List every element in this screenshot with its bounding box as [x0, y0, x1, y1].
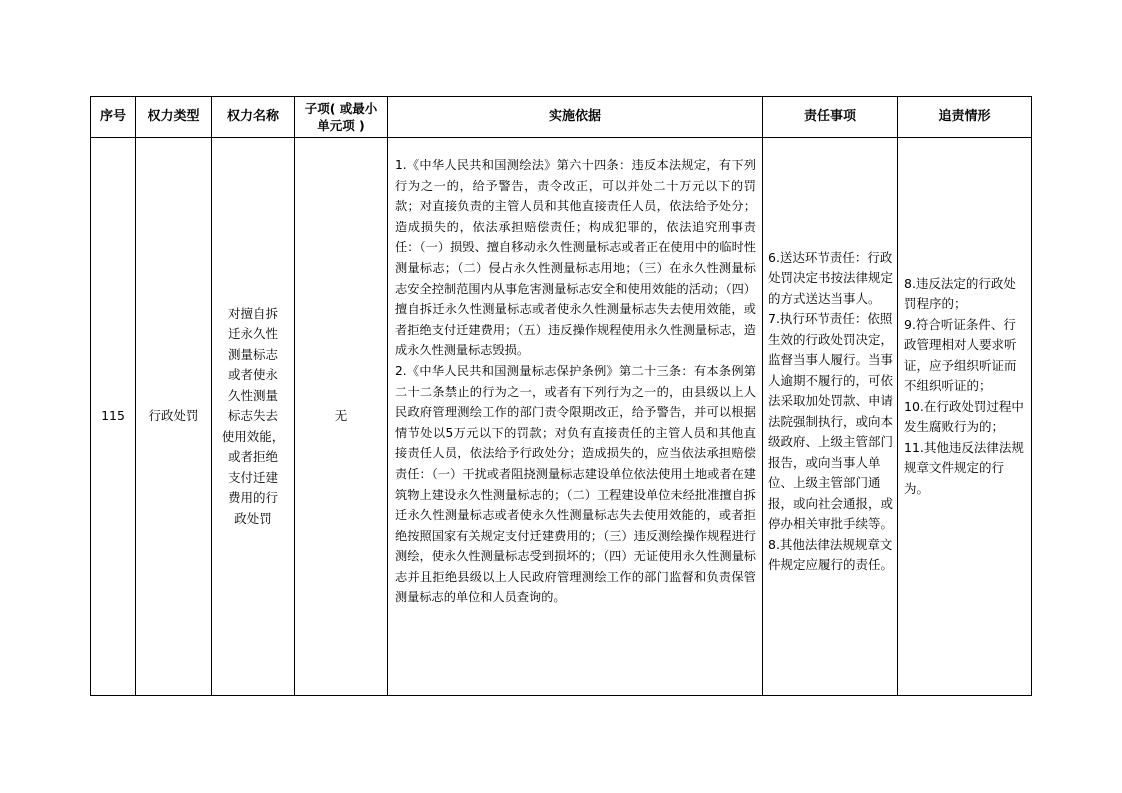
power-list-table — [90, 96, 1032, 696]
cell-power-name — [212, 138, 295, 696]
header-sub-item — [295, 97, 388, 138]
header-seq: 序号 — [91, 97, 136, 138]
header-row — [91, 97, 1032, 138]
header-sub-item-label: 子项( 或最小 单元项 ) — [304, 101, 378, 133]
table-row — [91, 138, 1032, 696]
cell-seq: 115 — [91, 138, 136, 696]
responsibilities-text: 6.送达环节责任：行政处罚决定书按法律规定的方式送达当事人。 7.执行环节责任：依照生效的行政处罚决定，监督当事人履行。当事人逾期不履行的，可依法采取加处罚款、申请法院强制执行，或向本级政府、上级主管部门报告，或向当事人单位、上级主管部门通报，或向社会通报，或停办相关审批手续等。 8.其他法律法规规章文件规定应履行的责任。 — [768, 249, 894, 572]
basis-paragraph-1: 1.《中华人民共和国测绘法》第六十四条：违反本法规定，有下列行为之一的，给予警告，责令改正，可以并处二十万元以下的罚款；对直接负责的主管人员和其他直接责任人员，依法给予处分；造成损失的，依法承担赔偿责任；构成犯罪的，依法追究刑事责任：（一）损毁、擅自移动永久性测量标志或者正在使用中的临时性测量标志；（二）侵占永久性测量标志用地；（三）在永久性测量标志安全控制范围内从事危害测量标志安全和使用效能的活动；（四）擅自拆迁永久性测量标志或者使永久性测量标志失去使用效能，或者拒绝支付迁建费用；（五）违反操作规程使用永久性测量标志，造成永久性测量标志毁损。 — [395, 158, 756, 358]
cell-power-type: 行政处罚 — [136, 138, 212, 696]
power-name-text: 对擅自拆 迁永久性 测量标志 或者使永 久性测量 标志失去 使用效能， 或者拒绝 支付迁建 费用的行 政处罚 — [221, 305, 285, 526]
cell-sub-item: 无 — [295, 138, 388, 696]
header-basis: 实施依据 — [388, 97, 763, 138]
header-accountability: 追责情形 — [898, 97, 1032, 138]
cell-responsibilities — [763, 138, 898, 696]
header-power-name: 权力名称 — [212, 97, 295, 138]
basis-paragraph-2: 2.《中华人民共和国测量标志保护条例》第二十三条：有本条例第二十二条禁止的行为之一，或者有下列行为之一的，由县级以上人民政府管理测绘工作的部门责令限期改正，给予警告，并可以根据情节处以5万元以下的罚款；对负有直接责任的主管人员和其他直接责任人员，依法给予行政处分；造成损失的，应当依法承担赔偿责任：（一）干扰或者阻挠测量标志建设单位依法使用土地或者在建筑物上建设永久性测量标志的；（二）工程建设单位未经批准擅自拆迁永久性测量标志或者使永久性测量标志失去使用效能的，或者拒绝按照国家有关规定支付迁建费用的；（三）违反测绘操作规程进行测绘，使永久性测量标志受到损坏的；（四）无证使用永久性测量标志并且拒绝县级以上人民政府管理测绘工作的部门监督和负责保管测量标志的单位和人员查询的。 — [395, 363, 756, 605]
header-power-type: 权力类型 — [136, 97, 212, 138]
cell-basis — [388, 138, 763, 696]
cell-accountability — [898, 138, 1032, 696]
header-responsibilities: 责任事项 — [763, 97, 898, 138]
accountability-text: 8.违反法定的行政处罚程序的； 9.符合听证条件、行政管理相对人要求听证，应予组织听证而不组织听证的； 10.在行政处罚过程中发生腐败行为的； 11.其他违反法律法规规章文件规定的行为。 — [904, 275, 1024, 496]
